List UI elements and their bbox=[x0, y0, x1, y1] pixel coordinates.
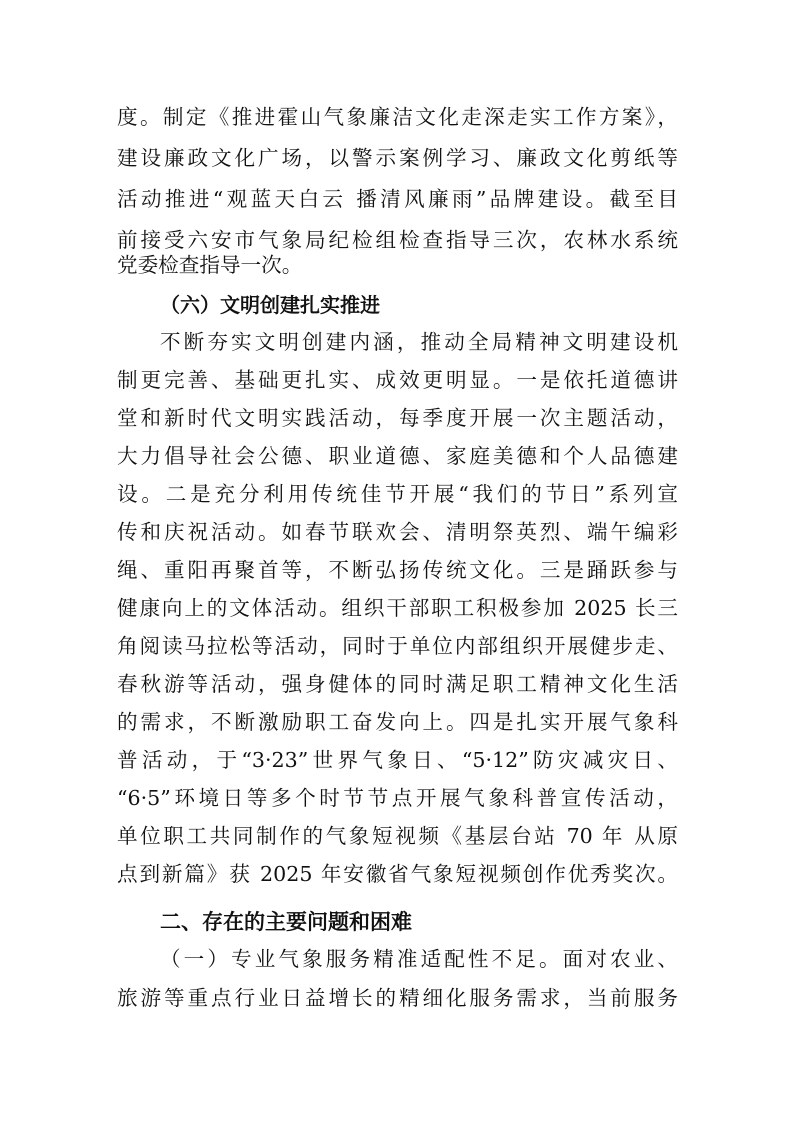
text-line: 建设廉政文化广场，以警示案例学习、廉政文化剪纸等 bbox=[117, 146, 678, 170]
text-line: 度。制定《推进霍山气象廉洁文化走深走实工作方案》， bbox=[117, 105, 678, 129]
text-line: 点到新篇》获 2025 年安徽省气象短视频创作优秀奖次。 bbox=[117, 862, 678, 886]
text-line: 党委检查指导一次。 bbox=[117, 253, 303, 277]
text-line: 春秋游等活动，强身健体的同时满足职工精神文化生活 bbox=[117, 672, 678, 696]
text-line: 前接受六安市气象局纪检组检查指导三次，农林水系统 bbox=[117, 228, 678, 252]
part-heading: 二、存在的主要问题和困难 bbox=[160, 910, 412, 934]
text-line: 传和庆祝活动。如春节联欢会、清明祭英烈、端午编彩 bbox=[117, 520, 678, 544]
text-line: 旅游等重点行业日益增长的精细化服务需求，当前服务 bbox=[117, 986, 678, 1010]
text-line: 堂和新时代文明实践活动，每季度开展一次主题活动， bbox=[117, 406, 678, 430]
text-line: 角阅读马拉松等活动，同时于单位内部组织开展健步走、 bbox=[117, 634, 678, 658]
text-line: 的需求，不断激励职工奋发向上。四是扎实开展气象科 bbox=[117, 710, 678, 734]
text-line: 不断夯实文明创建内涵，推动全局精神文明建设机 bbox=[160, 330, 678, 354]
text-line: （一）专业气象服务精准适配性不足。面对农业、 bbox=[160, 947, 678, 971]
section-heading: （六）文明创建扎实推进 bbox=[160, 293, 380, 317]
text-line: 健康向上的文体活动。组织干部职工积极参加 2025 长三 bbox=[117, 596, 678, 620]
text-line: 普活动，于“3·23”世界气象日、“5·12”防灾减灾日、 bbox=[117, 748, 678, 772]
text-line: 设。二是充分利用传统佳节开展“我们的节日”系列宣 bbox=[117, 482, 678, 506]
text-line: 活动推进“观蓝天白云 播清风廉雨”品牌建设。截至目 bbox=[117, 187, 678, 211]
text-line: 单位职工共同制作的气象短视频《基层台站 70 年 从原 bbox=[117, 824, 678, 848]
text-line: 制更完善、基础更扎实、成效更明显。一是依托道德讲 bbox=[117, 368, 678, 392]
text-line: 大力倡导社会公德、职业道德、家庭美德和个人品德建 bbox=[117, 444, 678, 468]
text-line: 绳、重阳再聚首等，不断弘扬传统文化。三是踊跃参与 bbox=[117, 558, 678, 582]
text-line: “6·5”环境日等多个时节节点开展气象科普宣传活动， bbox=[117, 786, 678, 810]
